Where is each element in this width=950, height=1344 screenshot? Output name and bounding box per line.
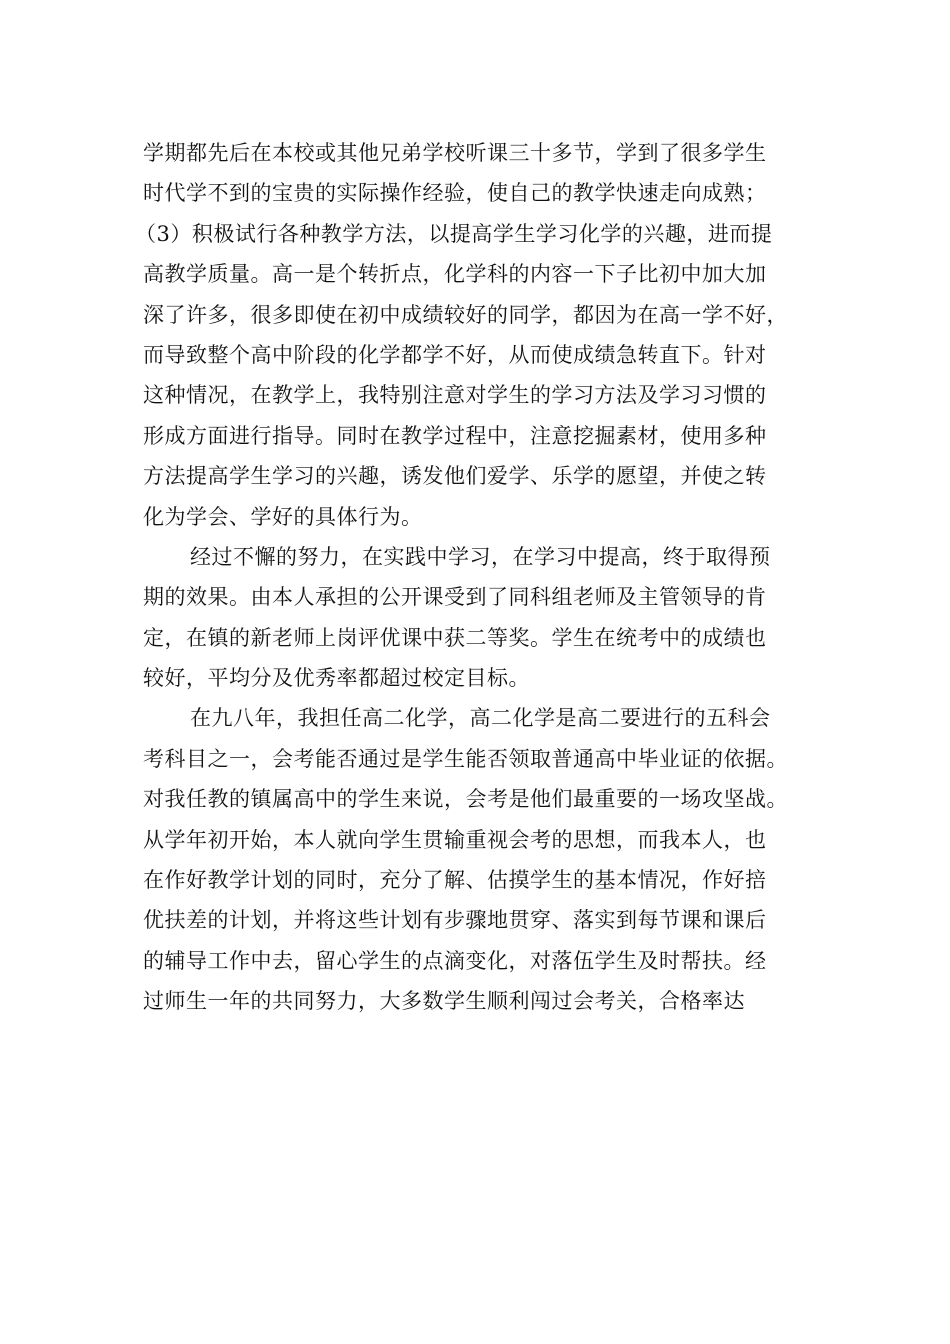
text-line: 学期都先后在本校或其他兄弟学校听课三十多节，学到了很多学生: [143, 141, 767, 165]
text-line: 深了许多，很多即使在初中成绩较好的同学，都因为在高一学不好，: [143, 302, 788, 327]
text-line: 期的效果。由本人承担的公开课受到了同科组老师及主管领导的肯: [143, 585, 767, 610]
text-line: （3）积极试行各种教学方法，以提高学生学习化学的兴趣，进而提: [135, 221, 773, 246]
text-line: 过师生一年的共同努力，大多数学生顺利闯过会考关，合格率达: [143, 989, 745, 1014]
text-line: 而导致整个高中阶段的化学都学不好，从而使成绩急转直下。针对: [143, 342, 767, 367]
text-line: 形成方面进行指导。同时在教学过程中，注意挖掘素材，使用多种: [143, 423, 767, 448]
text-line: 对我任教的镇属高中的学生来说，会考是他们最重要的一场攻坚战。: [143, 787, 788, 812]
text-line: 定，在镇的新老师上岗评优课中获二等奖。学生在统考中的成绩也: [143, 625, 767, 650]
text-line: 方法提高学生学习的兴趣，诱发他们爱学、乐学的愿望，并使之转: [143, 464, 767, 489]
text-line: 在作好教学计划的同时，充分了解、估摸学生的基本情况，作好掊: [143, 868, 767, 893]
text-line: 高教学质量。高一是个转折点，化学科的内容一下子比初中加大加: [143, 262, 767, 287]
text-line: 时代学不到的宝贵的实际操作经验，使自己的教学快速走向成熟；: [143, 181, 767, 206]
text-line: 从学年初开始，本人就向学生贯输重视会考的思想，而我本人，也: [143, 827, 767, 852]
paragraph-start-line: 经过不懈的努力，在实践中学习，在学习中提高，终于取得预: [190, 544, 771, 569]
text-line: 考科目之一，会考能否通过是学生能否领取普通高中毕业证的依据。: [143, 746, 788, 771]
text-line: 的辅导工作中去，留心学生的点滴变化，对落伍学生及时帮扶。经: [143, 948, 767, 973]
paragraph-start-line: 在九八年，我担任高二化学，高二化学是高二要进行的五科会: [190, 706, 771, 731]
body-text: [135, 133, 823, 1022]
text-line: 化为学会、学好的具体行为。: [143, 504, 423, 529]
text-line: 优扶差的计划，并将这些计划有步骤地贯穿、落实到每节课和课后: [143, 908, 767, 933]
text-line: 较好，平均分及优秀率都超过校定目标。: [143, 666, 530, 691]
text-line: 这种情况，在教学上，我特别注意对学生的学习方法及学习习惯的: [143, 383, 767, 408]
